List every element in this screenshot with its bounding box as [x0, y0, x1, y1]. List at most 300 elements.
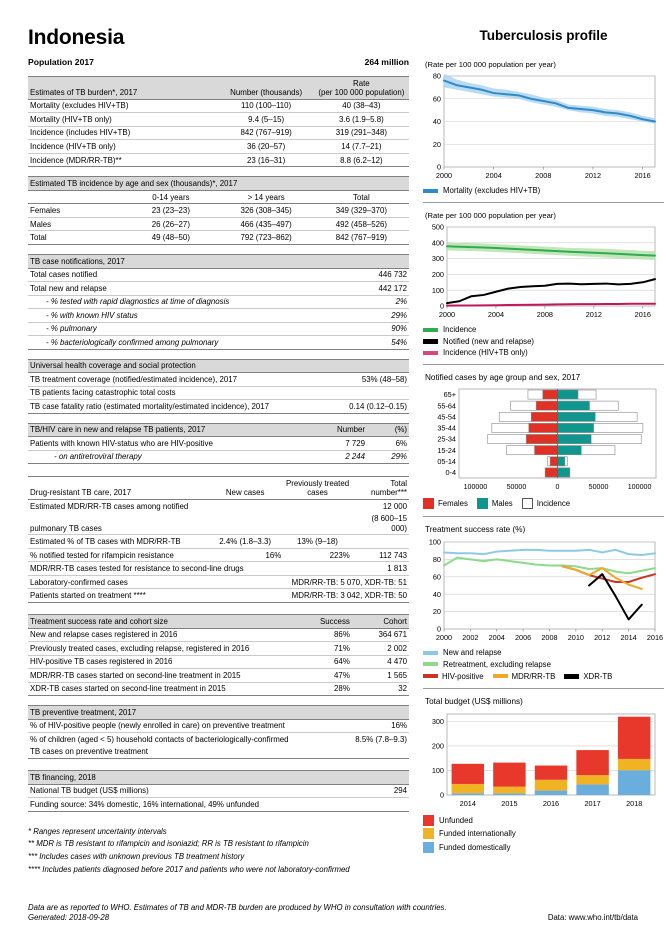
- table-row: [28, 746, 409, 759]
- row-label: National TB budget (US$ millions): [28, 784, 340, 798]
- row-label: % notified tested for rifampicin resistance: [28, 548, 207, 562]
- incidence-age-sex-table: [28, 176, 409, 245]
- divider: [423, 688, 664, 689]
- svg-text:2012: 2012: [585, 310, 602, 319]
- row-label: Incidence (HIV+TB only): [28, 140, 219, 154]
- svg-text:2004: 2004: [485, 171, 502, 180]
- chart-mortality-svg: [423, 71, 664, 183]
- row-label: TB cases on preventive treatment: [28, 746, 318, 759]
- chart-treatment-success: [423, 525, 664, 681]
- row-label: - % pulmonary: [28, 322, 325, 336]
- row-0-14: 49 (48–50): [123, 231, 218, 245]
- tbhiv-col-number: Number: [302, 423, 367, 437]
- svg-text:60: 60: [432, 94, 441, 104]
- chart-budget-svg: [423, 709, 664, 811]
- row-cohort: 1 565: [352, 669, 409, 683]
- row-label: - % with known HIV status: [28, 309, 325, 323]
- divider: [423, 202, 664, 203]
- row-value: 16%: [318, 719, 409, 733]
- table-row: [28, 798, 409, 812]
- tb-hiv-care-table: [28, 423, 409, 465]
- row-value: 294: [340, 784, 409, 798]
- footnote-4: **** Includes patients diagnosed before 2017 and patients who were not laboratory-confirmed: [28, 864, 350, 874]
- legend-label: Funded domestically: [439, 842, 511, 852]
- row-value: 446 732: [325, 268, 409, 282]
- row-label: Previously treated cases, excluding relapse, registered in 2016: [28, 642, 295, 656]
- success-col-cohort: Cohort: [352, 615, 409, 629]
- table-row: [28, 99, 409, 113]
- divider: [423, 516, 664, 517]
- svg-text:20: 20: [432, 607, 441, 617]
- row-cohort: 364 671: [352, 628, 409, 642]
- row-span-value: MDR/RR-TB: 5 070, XDR-TB: 51: [207, 575, 409, 589]
- row-gt-14: 792 (723–862): [219, 231, 314, 245]
- col-total: Total: [314, 190, 409, 204]
- table-row: [28, 153, 409, 167]
- chart-pyramid-legend: [423, 498, 664, 509]
- svg-text:2002: 2002: [462, 633, 479, 642]
- row-total: 1 813: [352, 562, 409, 576]
- row-value: [302, 386, 409, 400]
- svg-text:2008: 2008: [535, 171, 552, 180]
- chart-incidence: [423, 211, 664, 357]
- row-cohort: 4 470: [352, 655, 409, 669]
- svg-text:2000: 2000: [438, 310, 456, 319]
- svg-text:2000: 2000: [435, 171, 453, 180]
- table-row: [28, 562, 409, 576]
- table-row: [28, 719, 409, 733]
- drtb-col-prev-l1: Previously treated: [285, 478, 350, 488]
- table-row: [28, 733, 409, 746]
- row-number: 2 244: [302, 450, 367, 464]
- svg-text:2017: 2017: [584, 798, 601, 808]
- row-value: [340, 798, 409, 812]
- row-value: 90%: [325, 322, 409, 336]
- uhc-table: [28, 359, 409, 414]
- svg-text:2010: 2010: [567, 633, 584, 642]
- row-0-14: 23 (23–23): [123, 204, 218, 218]
- row-label: % of children (aged < 5) household contacts of bacteriologically-confirmed: [30, 734, 289, 744]
- table-row: [28, 231, 409, 245]
- svg-text:2016: 2016: [646, 633, 664, 642]
- row-label: Males: [28, 217, 123, 231]
- footer-generated: Generated: 2018-09-28: [28, 913, 110, 922]
- chart-mortality: [423, 60, 664, 195]
- row-success: 71%: [295, 642, 352, 656]
- svg-text:2006: 2006: [515, 633, 532, 642]
- table-row: [28, 322, 409, 336]
- legend-item: [423, 648, 664, 657]
- legend-label: Unfunded: [439, 815, 473, 825]
- footnote-1: * Ranges represent uncertainty intervals: [28, 826, 167, 836]
- chart-mortality-legend: [423, 186, 664, 195]
- svg-text:100000: 100000: [627, 483, 652, 491]
- svg-text:100: 100: [431, 765, 444, 775]
- svg-text:2014: 2014: [459, 798, 476, 808]
- row-rate: 319 (291–348): [314, 126, 409, 140]
- table-row: [28, 589, 409, 603]
- svg-text:300: 300: [431, 716, 444, 726]
- row-label: Laboratory-confirmed cases: [28, 575, 207, 589]
- svg-text:0: 0: [439, 790, 444, 800]
- row-label: MDR/RR-TB cases started on second-line treatment in 2015: [28, 669, 295, 683]
- table-row: [28, 655, 409, 669]
- row-value: 53% (48–58): [302, 373, 409, 387]
- svg-text:0: 0: [436, 624, 441, 634]
- incidence-age-sex-title: Estimated TB incidence by age and sex (thousands)*, 2017: [28, 177, 409, 191]
- chart-incidence-axis-note: (Rate per 100 000 population per year): [425, 211, 556, 220]
- footer-source: Data: www.who.int/tb/data: [547, 913, 638, 922]
- burden-col-rate: [314, 77, 409, 100]
- table-row: [28, 628, 409, 642]
- table-row: [28, 575, 409, 589]
- svg-text:20: 20: [432, 139, 441, 149]
- chart-success-legend: [423, 648, 664, 681]
- row-label: TB case fatality ratio (estimated mortality/estimated incidence), 2017: [28, 400, 302, 414]
- svg-text:500: 500: [431, 222, 444, 232]
- svg-text:0-4: 0-4: [445, 468, 456, 478]
- drug-resistant-tb-table: [28, 476, 409, 603]
- population-label: Population 2017: [28, 57, 94, 67]
- legend-item: [423, 660, 664, 669]
- svg-text:2014: 2014: [620, 633, 637, 642]
- svg-text:80: 80: [432, 71, 441, 81]
- svg-text:40: 40: [432, 117, 441, 127]
- table-row: [28, 437, 409, 451]
- row-rate: 3.6 (1.9–5.8): [314, 113, 409, 127]
- legend-swatch-notified: [423, 339, 438, 344]
- legend-label: Females: [438, 499, 468, 508]
- chart-incidence-legend: [423, 325, 664, 357]
- row-value: 0.14 (0.12–0.15): [302, 400, 409, 414]
- table-row: [28, 400, 409, 414]
- legend-label: New and relapse: [443, 648, 502, 657]
- chart-total-budget: [423, 697, 664, 853]
- col-0-14: 0-14 years: [123, 190, 218, 204]
- svg-text:50000: 50000: [588, 483, 609, 491]
- legend-label: Retreatment, excluding relapse: [443, 659, 551, 669]
- row-label: Mortality (HIV+TB only): [28, 113, 219, 127]
- row-label: Incidence (MDR/RR-TB)**: [28, 153, 219, 167]
- row-label: Total new and relapse: [28, 282, 325, 296]
- svg-text:40: 40: [432, 589, 441, 599]
- svg-text:2008: 2008: [541, 633, 558, 642]
- row-total: 112 743: [352, 548, 409, 562]
- svg-text:2004: 2004: [488, 633, 505, 642]
- legend-item: [423, 337, 664, 346]
- row-label: - % tested with rapid diagnostics at time of diagnosis: [28, 295, 325, 309]
- svg-text:2012: 2012: [594, 633, 611, 642]
- row-cohort: 32: [352, 682, 409, 696]
- chart-pyramid-svg: [423, 385, 664, 493]
- uhc-title: Universal health coverage and social protection: [28, 359, 409, 373]
- treatment-success-table: [28, 614, 409, 696]
- legend-item: [423, 348, 664, 357]
- svg-text:35-44: 35-44: [437, 423, 456, 433]
- table-row: [28, 513, 409, 535]
- row-number: 36 (20–57): [219, 140, 314, 154]
- legend-row-3: [423, 672, 664, 681]
- legend-label: Males: [491, 499, 513, 508]
- drtb-col-total-l2: number***: [371, 488, 407, 498]
- svg-text:2018: 2018: [626, 798, 643, 808]
- chart-budget-legend: [423, 815, 664, 853]
- burden-col-rate-l1: Rate: [353, 78, 370, 88]
- svg-text:2016: 2016: [542, 798, 560, 808]
- left-column: [28, 26, 409, 876]
- burden-col-number: Number (thousands): [219, 77, 314, 100]
- row-pct: 29%: [367, 450, 409, 464]
- svg-text:400: 400: [431, 238, 444, 248]
- row-0-14: 26 (26–27): [123, 217, 218, 231]
- row-gt-14: 326 (308–345): [219, 204, 314, 218]
- row-cohort: 2 002: [352, 642, 409, 656]
- row-rate: 14 (7.7–21): [314, 140, 409, 154]
- row-number: 9.4 (5–15): [219, 113, 314, 127]
- legend-label: HIV-positive: [442, 671, 484, 681]
- row-label: - on antiretroviral therapy: [28, 450, 302, 464]
- row-value: 54%: [325, 336, 409, 350]
- drtb-col-prev-l2: cases: [307, 488, 328, 498]
- legend-swatch-incidence: [522, 498, 533, 509]
- row-label: Funding source: 34% domestic, 16% international, 49% unfunded: [28, 798, 340, 812]
- svg-text:65+: 65+: [443, 390, 456, 400]
- row-label: Total cases notified: [28, 268, 325, 282]
- row-label: Estimated % of TB cases with MDR/RR-TB: [28, 535, 207, 549]
- svg-text:100: 100: [428, 537, 441, 547]
- svg-text:200: 200: [431, 270, 444, 279]
- footnote-2: ** MDR is TB resistant to rifampicin and isoniazid; RR is TB resistant to rifampicin: [28, 839, 309, 849]
- svg-text:2004: 2004: [487, 310, 505, 319]
- footer-note: Data are as reported to WHO. Estimates of TB and MDR-TB burden are produced by WHO in consultation with countries.: [28, 903, 447, 912]
- burden-col-rate-l2: (per 100 000 population): [318, 87, 405, 97]
- legend-label: Incidence (HIV+TB only): [443, 348, 528, 357]
- legend-label: Incidence: [443, 325, 477, 334]
- legend-swatch-hiv-positive: [423, 674, 438, 678]
- table-row: [28, 386, 409, 400]
- drtb-col-new: New cases: [207, 477, 283, 500]
- footer: [28, 903, 638, 922]
- preventive-title: TB preventive treatment, 2017: [28, 706, 409, 720]
- svg-text:100: 100: [431, 285, 444, 295]
- legend-swatch-males: [477, 498, 488, 509]
- legend-label: Notified (new and relapse): [443, 336, 535, 346]
- legend-item: [522, 498, 570, 509]
- svg-text:200: 200: [431, 741, 444, 751]
- financing-title: TB financing, 2018: [28, 771, 409, 785]
- chart-pyramid-title: Notified cases by age group and sex, 2017: [425, 373, 581, 382]
- table-row: [28, 642, 409, 656]
- tb-financing-table: [28, 770, 409, 812]
- row-total: 349 (329–370): [314, 204, 409, 218]
- row-value: 8.5% (7.8–9.3): [355, 734, 407, 744]
- legend-swatch-xdr: [564, 674, 579, 679]
- row-total: 12 000: [382, 501, 407, 511]
- legend-swatch-retreatment: [423, 662, 438, 666]
- legend-item: [477, 498, 513, 509]
- row-label: pulmonary TB cases: [28, 513, 207, 535]
- table-row: [28, 268, 409, 282]
- row-number: 110 (100–110): [219, 99, 314, 113]
- right-column: [423, 26, 664, 857]
- table-row: [28, 140, 409, 154]
- row-gt-14: 466 (435–497): [219, 217, 314, 231]
- population-value: 264 million: [364, 57, 409, 67]
- chart-incidence-svg: [423, 222, 664, 322]
- svg-text:300: 300: [431, 254, 444, 264]
- row-label: Patients with known HIV-status who are HIV-positive: [28, 437, 302, 451]
- drtb-col-total-l1: Total: [390, 478, 407, 488]
- row-value: [318, 746, 409, 759]
- svg-text:2008: 2008: [536, 310, 553, 319]
- legend-item: [423, 815, 664, 826]
- row-label: Patients started on treatment ****: [28, 589, 207, 603]
- success-col-success: Success: [295, 615, 352, 629]
- row-label: TB patients facing catastrophic total costs: [28, 386, 302, 400]
- row-total: 492 (458–526): [314, 217, 409, 231]
- row-new: 2.4% (1.8–3.3): [207, 535, 283, 549]
- chart-success-svg: [423, 537, 664, 645]
- legend-swatch-funded-dom: [423, 842, 434, 853]
- row-value: 442 172: [325, 282, 409, 296]
- chart-age-sex-pyramid: [423, 373, 664, 509]
- table-row: [28, 450, 409, 464]
- row-prev: 13% (9–18): [283, 535, 352, 549]
- row-success: 28%: [295, 682, 352, 696]
- tb-case-notifications-table: [28, 254, 409, 350]
- row-success: 86%: [295, 628, 352, 642]
- row-label: Mortality (excludes HIV+TB): [28, 99, 219, 113]
- svg-text:2000: 2000: [435, 633, 453, 642]
- row-label: Total: [28, 231, 123, 245]
- legend-item: [423, 672, 484, 681]
- success-title: Treatment success rate and cohort size: [28, 615, 295, 629]
- row-total: (8 600–15 000): [352, 513, 409, 535]
- legend-swatch-funded-intl: [423, 828, 434, 839]
- svg-text:2016: 2016: [634, 310, 651, 319]
- table-row: [28, 669, 409, 683]
- table-row: [28, 548, 409, 562]
- table-row: [28, 682, 409, 696]
- legend-swatch-mdr-rr: [493, 674, 508, 678]
- legend-item: [564, 672, 612, 681]
- tb-burden-table: [28, 76, 409, 167]
- table-row: [28, 336, 409, 350]
- legend-swatch-females: [423, 498, 434, 509]
- legend-label: MDR/RR-TB: [511, 671, 556, 681]
- row-label: XDR-TB cases started on second-line treatment in 2015: [28, 682, 295, 696]
- drtb-title: Drug-resistant TB care, 2017: [28, 477, 207, 500]
- drtb-col-total: [352, 477, 409, 500]
- row-label: Incidence (includes HIV+TB): [28, 126, 219, 140]
- chart-success-title: Treatment success rate (%): [425, 525, 526, 534]
- row-number: 842 (767–919): [219, 126, 314, 140]
- table-row: [28, 309, 409, 323]
- row-success: 47%: [295, 669, 352, 683]
- svg-text:2016: 2016: [634, 171, 651, 180]
- table-row: [28, 295, 409, 309]
- svg-text:05-14: 05-14: [437, 456, 456, 466]
- svg-text:2012: 2012: [584, 171, 602, 180]
- footnotes: [28, 826, 409, 877]
- table-row: [28, 500, 409, 513]
- legend-item: [423, 498, 468, 509]
- svg-text:45-54: 45-54: [437, 412, 456, 422]
- row-prev: 223%: [283, 548, 352, 562]
- legend-label: Funded internationally: [439, 829, 516, 838]
- row-span-value: MDR/RR-TB: 3 042, XDR-TB: 50: [207, 589, 409, 603]
- row-pct: 6%: [367, 437, 409, 451]
- table-row: [28, 217, 409, 231]
- footnote-3: *** Includes cases with unknown previous TB treatment history: [28, 851, 245, 861]
- legend-item: [423, 842, 664, 853]
- table-row: [28, 204, 409, 218]
- legend-item: [493, 672, 556, 681]
- legend-item: [423, 325, 664, 334]
- legend-swatch-incidence-hiv: [423, 351, 438, 355]
- svg-text:15-24: 15-24: [437, 445, 456, 455]
- svg-text:55-64: 55-64: [437, 401, 456, 411]
- notifications-title: TB case notifications, 2017: [28, 255, 409, 269]
- profile-title: Tuberculosis profile: [479, 28, 608, 43]
- legend-label: Incidence: [536, 499, 571, 508]
- svg-text:25-34: 25-34: [437, 434, 456, 444]
- row-number: 7 729: [302, 437, 367, 451]
- svg-text:0: 0: [555, 483, 560, 491]
- row-value: 2%: [325, 295, 409, 309]
- svg-text:50000: 50000: [506, 483, 527, 491]
- row-total: 842 (767–919): [314, 231, 409, 245]
- row-label: New and relapse cases registered in 2016: [28, 628, 295, 642]
- burden-title: Estimates of TB burden*, 2017: [28, 77, 219, 100]
- row-label: Females: [28, 204, 123, 218]
- legend-label: Mortality (excludes HIV+TB): [443, 186, 541, 195]
- tbhiv-col-pct: (%): [367, 423, 409, 437]
- chart-mortality-axis-note: (Rate per 100 000 population per year): [425, 60, 556, 69]
- population-line: [28, 57, 409, 67]
- row-success: 64%: [295, 655, 352, 669]
- svg-text:0: 0: [436, 162, 441, 172]
- table-row: [28, 784, 409, 798]
- row-number: 23 (16–31): [219, 153, 314, 167]
- svg-text:60: 60: [432, 572, 441, 582]
- row-label: - % bacteriologically confirmed among pulmonary: [28, 336, 325, 350]
- preventive-treatment-table: [28, 705, 409, 759]
- chart-budget-title: Total budget (US$ millions): [425, 696, 523, 706]
- row-value: 29%: [325, 309, 409, 323]
- row-rate: 8.8 (6.2–12): [314, 153, 409, 167]
- table-row: [28, 373, 409, 387]
- legend-item: [423, 186, 664, 195]
- legend-swatch-unfunded: [423, 815, 434, 826]
- svg-text:100000: 100000: [463, 483, 488, 491]
- legend-swatch-new-relapse: [423, 651, 438, 655]
- table-row: [28, 113, 409, 127]
- row-label: MDR/RR-TB cases tested for resistance to second-line drugs: [28, 562, 352, 576]
- divider: [423, 364, 664, 365]
- row-label: HIV-positive TB cases registered in 2016: [28, 655, 295, 669]
- col-gt-14: > 14 years: [219, 190, 314, 204]
- page-title: Indonesia: [28, 26, 125, 49]
- row-label: Estimated MDR/RR-TB cases among notified: [30, 501, 189, 511]
- svg-text:0: 0: [439, 301, 444, 311]
- row-new: 16%: [207, 548, 283, 562]
- table-row: [28, 126, 409, 140]
- legend-swatch-mortality: [423, 189, 438, 193]
- row-label: % of HIV-positive people (newly enrolled in care) on preventive treatment: [28, 719, 318, 733]
- legend-label: XDR-TB: [583, 671, 613, 681]
- table-row: [28, 535, 409, 549]
